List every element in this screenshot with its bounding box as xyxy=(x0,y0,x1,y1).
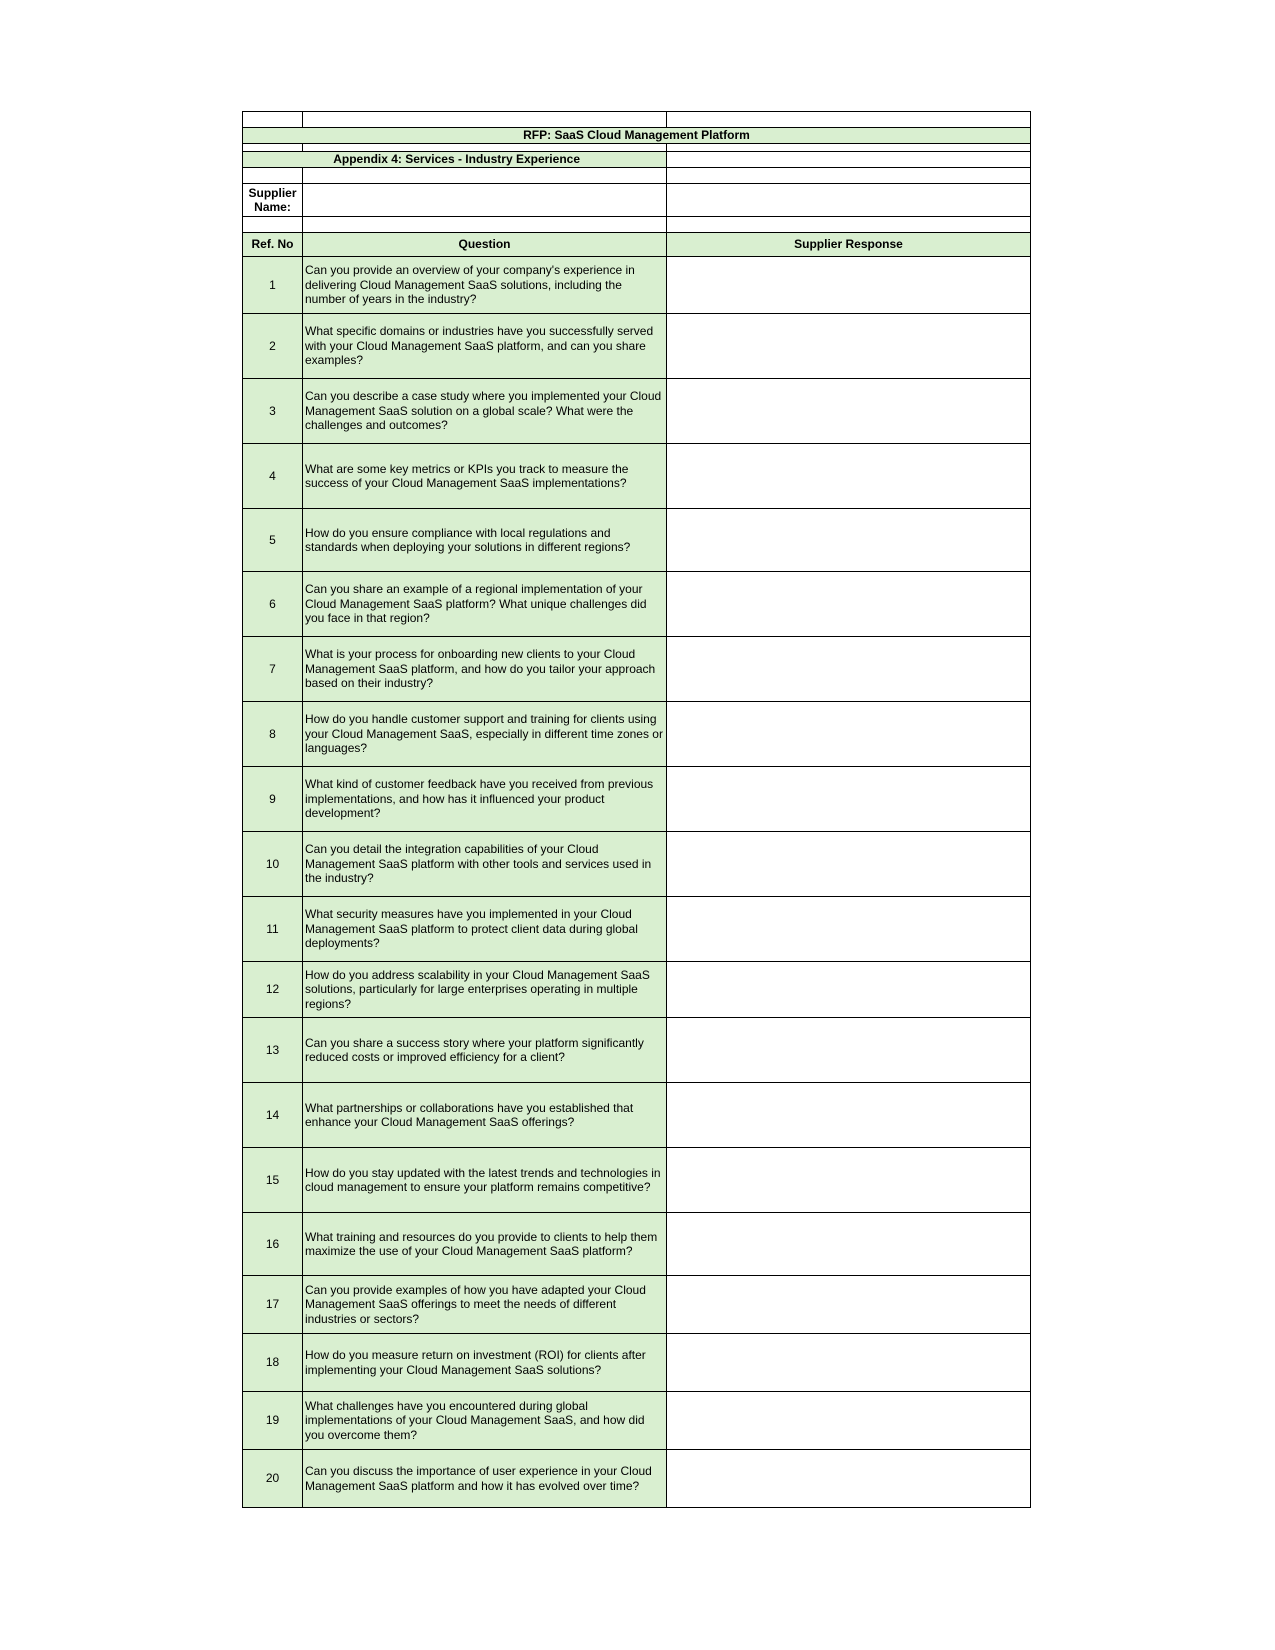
supplier-response-cell[interactable] xyxy=(667,1334,1031,1392)
question-cell: Can you share an example of a regional implementation of your Cloud Management SaaS platform? What unique challenges did you face in that region? xyxy=(303,572,667,637)
ref-no-cell: 7 xyxy=(243,637,303,702)
question-cell: Can you detail the integration capabilities of your Cloud Management SaaS platform with other tools and services used in the industry? xyxy=(303,832,667,897)
ref-no-cell: 16 xyxy=(243,1213,303,1276)
table-row xyxy=(243,832,1031,897)
ref-no-cell: 2 xyxy=(243,314,303,379)
question-cell: What challenges have you encountered during global implementations of your Cloud Management SaaS, and how did you overcome them? xyxy=(303,1392,667,1450)
spacer-row xyxy=(243,112,1031,128)
supplier-response-cell[interactable] xyxy=(667,767,1031,832)
ref-no-cell: 19 xyxy=(243,1392,303,1450)
ref-no-cell: 9 xyxy=(243,767,303,832)
table-row xyxy=(243,1450,1031,1508)
table-row xyxy=(243,637,1031,702)
ref-no-cell: 1 xyxy=(243,257,303,314)
table-row xyxy=(243,767,1031,832)
ref-no-cell: 14 xyxy=(243,1083,303,1148)
question-cell: What training and resources do you provide to clients to help them maximize the use of your Cloud Management SaaS platform? xyxy=(303,1213,667,1276)
supplier-response-cell[interactable] xyxy=(667,832,1031,897)
supplier-response-cell[interactable] xyxy=(667,572,1031,637)
supplier-response-cell[interactable] xyxy=(667,637,1031,702)
ref-no-cell: 3 xyxy=(243,379,303,444)
supplier-response-header: Supplier Response xyxy=(667,233,1031,257)
supplier-response-cell[interactable] xyxy=(667,509,1031,572)
table-row xyxy=(243,572,1031,637)
table-row xyxy=(243,1148,1031,1213)
column-header-row xyxy=(243,233,1031,257)
appendix-row xyxy=(243,152,1031,168)
supplier-name-field[interactable] xyxy=(303,184,667,217)
table-row xyxy=(243,1392,1031,1450)
ref-no-cell: 15 xyxy=(243,1148,303,1213)
ref-no-cell: 13 xyxy=(243,1018,303,1083)
table-row xyxy=(243,257,1031,314)
appendix-title: Appendix 4: Services - Industry Experience xyxy=(243,152,667,168)
supplier-response-cell[interactable] xyxy=(667,314,1031,379)
supplier-response-cell[interactable] xyxy=(667,1083,1031,1148)
question-cell: How do you stay updated with the latest trends and technologies in cloud management to ensure your platform remains competitive? xyxy=(303,1148,667,1213)
supplier-response-cell[interactable] xyxy=(667,1392,1031,1450)
supplier-name-label: Supplier Name: xyxy=(243,184,303,217)
ref-no-cell: 18 xyxy=(243,1334,303,1392)
question-cell: What are some key metrics or KPIs you track to measure the success of your Cloud Management SaaS implementations? xyxy=(303,444,667,509)
question-cell: What specific domains or industries have you successfully served with your Cloud Management SaaS platform, and can you share examples? xyxy=(303,314,667,379)
ref-no-cell: 11 xyxy=(243,897,303,962)
question-cell: Can you provide an overview of your company's experience in delivering Cloud Management SaaS solutions, including the number of years in the industry? xyxy=(303,257,667,314)
document-title: RFP: SaaS Cloud Management Platform xyxy=(243,128,1031,144)
table-row xyxy=(243,962,1031,1018)
ref-no-cell: 17 xyxy=(243,1276,303,1334)
question-header: Question xyxy=(303,233,667,257)
table-row xyxy=(243,1018,1031,1083)
ref-no-cell: 4 xyxy=(243,444,303,509)
question-cell: How do you handle customer support and training for clients using your Cloud Management SaaS, especially in different time zones or languages? xyxy=(303,702,667,767)
supplier-response-cell[interactable] xyxy=(667,257,1031,314)
table-row xyxy=(243,314,1031,379)
supplier-response-cell[interactable] xyxy=(667,1148,1031,1213)
supplier-response-cell[interactable] xyxy=(667,897,1031,962)
supplier-response-cell[interactable] xyxy=(667,1213,1031,1276)
question-cell: What security measures have you implemented in your Cloud Management SaaS platform to protect client data during global deployments? xyxy=(303,897,667,962)
ref-no-cell: 20 xyxy=(243,1450,303,1508)
supplier-response-cell[interactable] xyxy=(667,1450,1031,1508)
table-row xyxy=(243,1213,1031,1276)
supplier-response-cell[interactable] xyxy=(667,379,1031,444)
rfp-table xyxy=(242,111,1031,1508)
question-cell: How do you address scalability in your Cloud Management SaaS solutions, particularly for large enterprises operating in multiple regions? xyxy=(303,962,667,1018)
spacer-row xyxy=(243,144,1031,152)
table-row xyxy=(243,1083,1031,1148)
table-row xyxy=(243,509,1031,572)
ref-no-cell: 12 xyxy=(243,962,303,1018)
question-cell: Can you share a success story where your platform significantly reduced costs or improved efficiency for a client? xyxy=(303,1018,667,1083)
table-row xyxy=(243,379,1031,444)
ref-no-header: Ref. No xyxy=(243,233,303,257)
question-cell: Can you provide examples of how you have adapted your Cloud Management SaaS offerings to meet the needs of different industries or sectors? xyxy=(303,1276,667,1334)
table-row xyxy=(243,1334,1031,1392)
supplier-name-row xyxy=(243,184,1031,217)
question-cell: What is your process for onboarding new clients to your Cloud Management SaaS platform, and how do you tailor your approach based on their industry? xyxy=(303,637,667,702)
supplier-response-cell[interactable] xyxy=(667,962,1031,1018)
title-row xyxy=(243,128,1031,144)
table-row xyxy=(243,1276,1031,1334)
supplier-response-cell[interactable] xyxy=(667,1276,1031,1334)
supplier-response-cell[interactable] xyxy=(667,1018,1031,1083)
ref-no-cell: 6 xyxy=(243,572,303,637)
question-cell: How do you ensure compliance with local regulations and standards when deploying your solutions in different regions? xyxy=(303,509,667,572)
question-cell: How do you measure return on investment (ROI) for clients after implementing your Cloud Management SaaS solutions? xyxy=(303,1334,667,1392)
table-row xyxy=(243,702,1031,767)
question-cell: Can you describe a case study where you implemented your Cloud Management SaaS solution on a global scale? What were the challenges and outcomes? xyxy=(303,379,667,444)
ref-no-cell: 8 xyxy=(243,702,303,767)
supplier-response-cell[interactable] xyxy=(667,702,1031,767)
table-row xyxy=(243,444,1031,509)
question-cell: Can you discuss the importance of user experience in your Cloud Management SaaS platform and how it has evolved over time? xyxy=(303,1450,667,1508)
spacer-row xyxy=(243,217,1031,233)
question-cell: What partnerships or collaborations have you established that enhance your Cloud Management SaaS offerings? xyxy=(303,1083,667,1148)
spacer-row xyxy=(243,168,1031,184)
ref-no-cell: 5 xyxy=(243,509,303,572)
table-row xyxy=(243,897,1031,962)
ref-no-cell: 10 xyxy=(243,832,303,897)
question-cell: What kind of customer feedback have you received from previous implementations, and how has it influenced your product development? xyxy=(303,767,667,832)
supplier-response-cell[interactable] xyxy=(667,444,1031,509)
